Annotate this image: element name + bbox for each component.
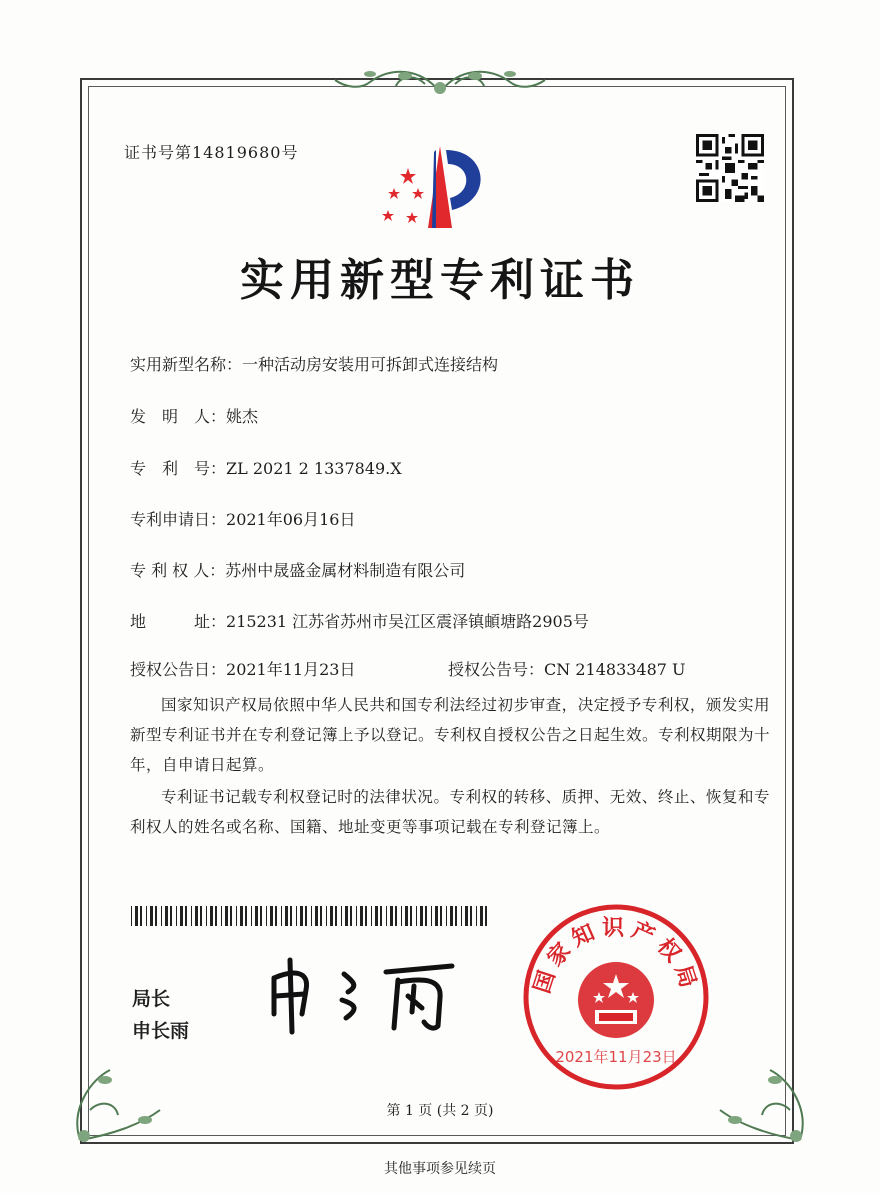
field-value: 苏州中晟盛金属材料制造有限公司 [225, 561, 466, 580]
official-seal-image [521, 902, 711, 1092]
field-label: 授权公告日： [130, 660, 227, 679]
field-value: 215231 江苏省苏州市吴江区震泽镇頔塘路2905号 [226, 612, 589, 631]
field-label: 发 明 人： [130, 407, 227, 426]
seal-text: 国家知识产权局 [529, 915, 703, 997]
signatory-name: 申长雨 [132, 1020, 190, 1042]
field-patentee [130, 558, 465, 581]
field-application-date [130, 507, 355, 530]
field-label: 专 利 号： [130, 459, 227, 478]
field-label: 地 址： [130, 612, 227, 631]
field-label: 实用新型名称： [130, 355, 243, 374]
bottom-right-ornament [700, 1040, 820, 1150]
field-value: CN 214833487 U [544, 660, 686, 679]
field-grant-date [130, 657, 355, 680]
field-address [130, 609, 589, 632]
field-value: 2021年06月16日 [226, 510, 356, 529]
certificate-title: 实用新型专利证书 [240, 255, 640, 306]
seal-date: 2021年11月23日 [555, 1048, 677, 1066]
field-utility-model-name [130, 352, 498, 375]
signatory-title: 局长 [132, 988, 171, 1010]
field-label: 授权公告号： [448, 660, 545, 679]
statement-paragraph-1: 国家知识产权局依照中华人民共和国专利法经过初步审查，决定授予专利权，颁发实用新型专利证书并在专利登记簿上予以登记。专利权自授权公告之日起生效。专利权期限为十年，自申请日起算。 [130, 696, 771, 774]
field-value: 2021年11月23日 [226, 660, 356, 679]
barcode-icon [131, 906, 487, 926]
field-value: 姚杰 [226, 407, 259, 426]
field-label: 专利申请日： [130, 510, 227, 529]
bottom-left-ornament [60, 1040, 180, 1150]
top-ornament [330, 62, 550, 102]
field-inventor [130, 404, 258, 427]
statement-paragraph-2: 专利证书记载专利权登记时的法律状况。专利权的转移、质押、无效、终止、恢复和专利权人的姓名或名称、国籍、地址变更等事项记载在专利登记簿上。 [130, 788, 770, 836]
field-announcement-number [448, 657, 686, 680]
field-value: ZL 2021 2 1337849.X [226, 459, 402, 478]
continuation-note: 其他事项参见续页 [384, 1161, 496, 1177]
field-patent-number [130, 456, 402, 479]
field-label: 专 利 权 人： [130, 561, 226, 580]
qr-code-icon [696, 134, 764, 202]
page-number: 第 1 页 (共 2 页) [386, 1103, 494, 1119]
signature-image [262, 956, 462, 1036]
patent-office-logo-icon [378, 140, 502, 236]
certificate-number: 证书号第14819680号 [124, 143, 299, 162]
field-value: 一种活动房安装用可拆卸式连接结构 [242, 355, 499, 374]
